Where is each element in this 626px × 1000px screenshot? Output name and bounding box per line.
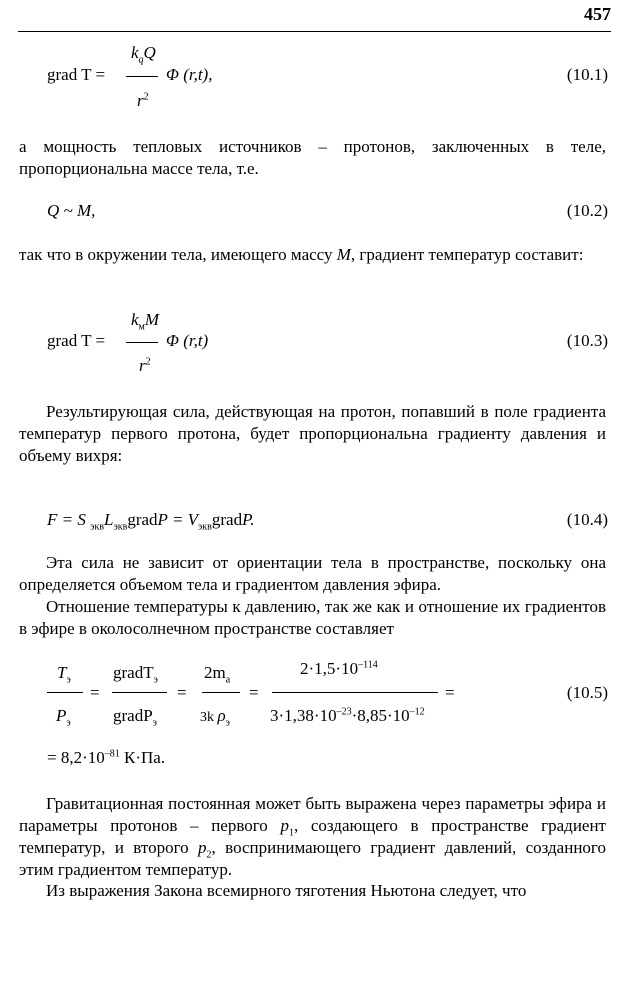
eq5-term3-numerator: $2m_а$ — [204, 663, 231, 686]
equals-sign: = — [445, 683, 455, 702]
eq5-term1-denominator: $P_э$ — [56, 706, 71, 729]
eq4-expression: F = S $_{экв}L_{экв}gradP$ = $V_{экв}gradP$. — [47, 510, 255, 533]
eq5-label: (10.5) — [566, 683, 608, 702]
paragraph-5: Отношение температуры к давлению, так же как и отношение их градиентов в эфире в околосолнечном пространстве составляет — [19, 597, 606, 638]
paragraph-3: Результирующая сила, действующая на протон, попавший в поле градиента температур первого протона, будет пропорциональна градиенту давления и объему вихря: — [19, 402, 606, 465]
fraction-bar — [202, 692, 240, 693]
eq5-result: = $8,2\cdot 10^{-81}$ К·Па. — [47, 748, 166, 767]
eq3-denominator: $r^2$ — [139, 356, 151, 375]
eq4-label: (10.4) — [566, 510, 608, 529]
eq3-label: (10.3) — [566, 331, 608, 350]
fraction-bar — [126, 76, 158, 77]
eq5-term4-numerator: $2\cdot 1,5\cdot 10^{-114}$ — [300, 659, 378, 678]
page-number: 457 — [584, 4, 611, 24]
eq1-numerator: $k_qQ$ — [131, 43, 156, 66]
eq5-term4-denominator: $3\cdot 1,38\cdot 10^{-23}\cdot 8,85\cdot 10^{-12}$ — [270, 706, 425, 725]
equals-sign: = — [177, 683, 187, 702]
paragraph-6: Гравитационная постоянная может быть выражена через параметры эфира и параметры протонов – первого $p_1$, создающего в пространстве градиент температур, и второго $p_2$, воспринимающего градиент давлений, созданного этим градиентом температур. — [19, 794, 606, 879]
fraction-bar — [126, 342, 158, 343]
eq1-denominator: $r^2$ — [137, 91, 149, 110]
eq2-label: (10.2) — [566, 201, 608, 220]
eq3-function: Φ (r,t) — [166, 331, 209, 350]
eq5-term1-numerator: $T_э$ — [57, 663, 71, 686]
equals-sign: = — [90, 683, 100, 702]
eq1-lhs: grad T = — [47, 65, 106, 84]
eq3-numerator: $k_мM$ — [131, 310, 160, 333]
eq1-label: (10.1) — [566, 65, 608, 84]
eq2-expression: Q ~ M, — [47, 201, 96, 220]
fraction-bar — [47, 692, 83, 693]
paragraph-7: Из выражения Закона всемирного тяготения Ньютона следует, что — [46, 881, 527, 900]
eq1-function: Φ (r,t), — [166, 65, 213, 84]
equals-sign: = — [249, 683, 259, 702]
fraction-bar — [272, 692, 438, 693]
eq5-term3-denominator: 3k $\rho_э$ — [200, 706, 230, 729]
paragraph-4: Эта сила не зависит от ориентации тела в пространстве, поскольку она определяется объемом тела и градиентом давления эфира. — [19, 553, 606, 594]
paragraph-1: а мощность тепловых источников – протонов, заключенных в теле, пропорциональна массе тела, т.е. — [19, 137, 606, 178]
eq5-term2-denominator: gradP$_э$ — [113, 706, 157, 729]
paragraph-2: так что в окружении тела, имеющего массу M, градиент температур составит: — [19, 245, 584, 264]
eq5-term2-numerator: gradT$_э$ — [113, 663, 158, 686]
eq3-lhs: grad T = — [47, 331, 106, 350]
fraction-bar — [112, 692, 167, 693]
page-header — [18, 0, 611, 32]
